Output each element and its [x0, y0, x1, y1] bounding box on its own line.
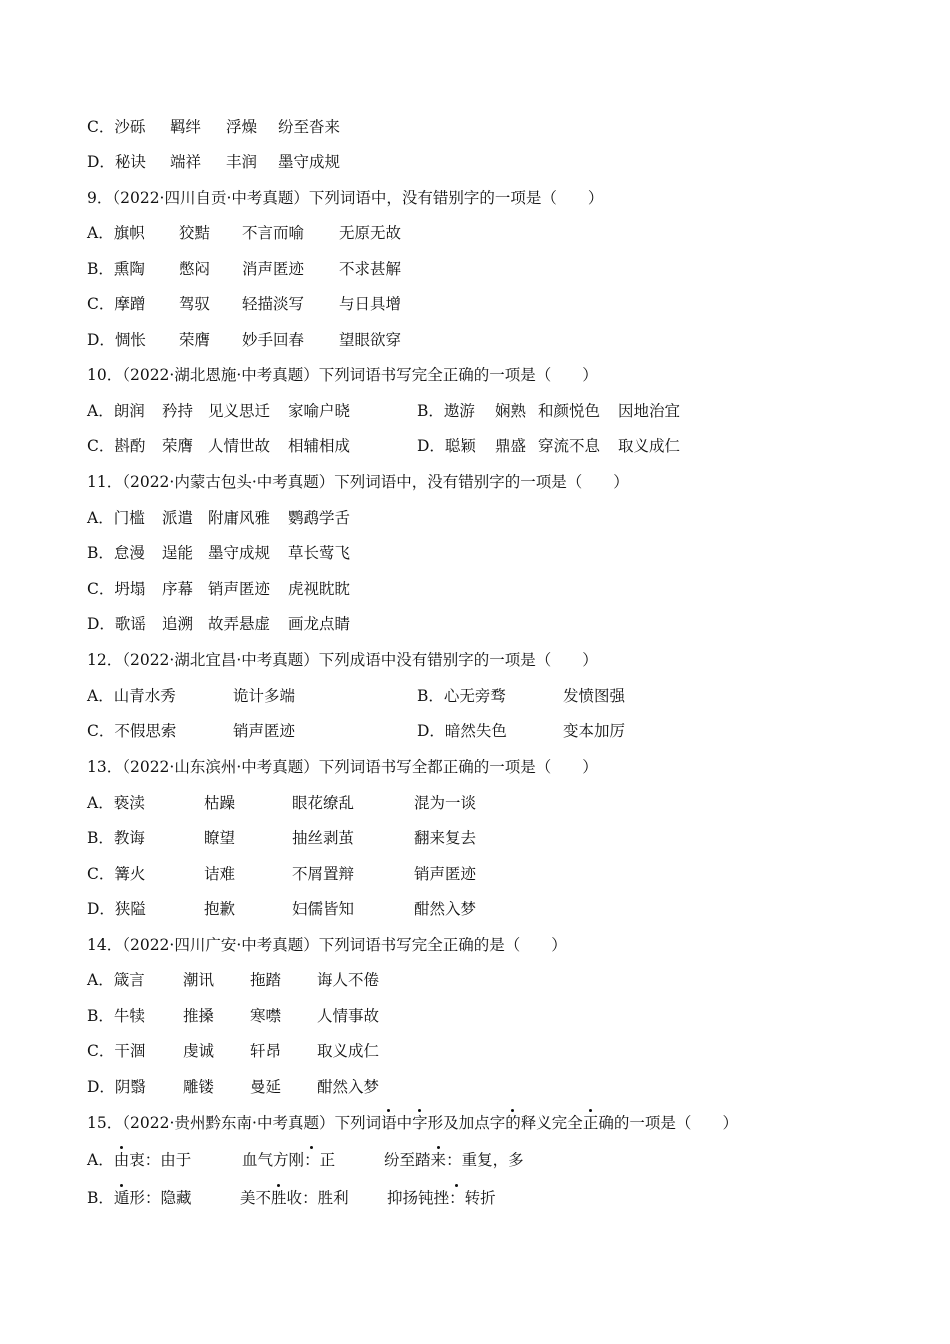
option-term: B．遁形：隐藏 — [87, 1185, 191, 1211]
option-term: D．聪颖 — [417, 437, 476, 455]
question-text: 15．（2022·贵州黔东南·中考真题）下列词语中字形及加点字的释义完全正确的一项是（ ） — [87, 1110, 738, 1136]
option-term: 抱歉 — [204, 900, 236, 918]
option-term: B．遨游 — [417, 402, 475, 420]
option-term: 家喻户晓 — [288, 402, 351, 420]
option-term: 墨守成规 — [208, 544, 271, 562]
question-text: 11．（2022·内蒙古包头·中考真题）下列词语中，没有错别字的一项是（ ） — [87, 473, 629, 491]
option-term: 轩昂 — [250, 1042, 282, 1060]
option-term: 瞭望 — [204, 829, 236, 847]
option-term: A．由衷：由于 — [87, 1147, 191, 1173]
option-term: 和颜悦色 — [538, 402, 601, 420]
option-term: 潮讯 — [183, 971, 215, 989]
option-term: B．牛犊 — [87, 1007, 145, 1025]
question-text: 10．（2022·湖北恩施·中考真题）下列词语书写完全正确的一项是（ ） — [87, 366, 598, 384]
option-term: 墨守成规 — [278, 153, 341, 171]
option-term: 人情事故 — [317, 1007, 380, 1025]
option-term: 轻描淡写 — [242, 295, 305, 313]
option-term: 狡黠 — [179, 224, 211, 242]
option-term: 不言而喻 — [242, 224, 305, 242]
option-term: 眼花缭乱 — [292, 794, 355, 812]
option-term: 曼延 — [250, 1078, 282, 1096]
option-term: B．熏陶 — [87, 260, 145, 278]
option-term: 妇儒皆知 — [292, 900, 355, 918]
option-term: 羁绊 — [170, 118, 202, 136]
option-term: 销声匿迹 — [208, 580, 271, 598]
option-term: D．歌谣 — [87, 615, 146, 633]
option-term: 拖踏 — [250, 971, 282, 989]
option-term: 不屑置辩 — [292, 865, 355, 883]
option-term: 变本加厉 — [563, 722, 626, 740]
option-term: D．秘诀 — [87, 153, 146, 171]
option-term: 抽丝剥茧 — [292, 829, 355, 847]
option-term: D．狭隘 — [87, 900, 146, 918]
option-term: 发愤图强 — [563, 687, 626, 705]
option-term: 酣然入梦 — [414, 900, 477, 918]
option-term: 不求甚解 — [339, 260, 402, 278]
option-term: D．阴翳 — [87, 1078, 146, 1096]
option-term: C．沙砾 — [87, 118, 146, 136]
option-term: B．心无旁骛 — [417, 687, 506, 705]
option-term: 附庸风雅 — [208, 509, 271, 527]
option-term: 枯躁 — [204, 794, 236, 812]
option-term: 草长莺飞 — [288, 544, 351, 562]
option-term: 虔诚 — [183, 1042, 215, 1060]
option-term: 抑扬钝挫：转折 — [387, 1185, 496, 1211]
option-term: B．教诲 — [87, 829, 145, 847]
option-term: 憋闷 — [179, 260, 211, 278]
option-term: 混为一谈 — [414, 794, 477, 812]
option-term: 推搡 — [183, 1007, 215, 1025]
option-term: A．朗润 — [87, 402, 145, 420]
option-term: 人情世故 — [208, 437, 271, 455]
option-term: 诲人不倦 — [317, 971, 380, 989]
question-text: 13．（2022·山东滨州·中考真题）下列词语书写全都正确的一项是（ ） — [87, 758, 598, 776]
option-term: D．惆怅 — [87, 331, 146, 349]
option-term: 因地治宜 — [618, 402, 681, 420]
option-term: A．山青水秀 — [87, 687, 176, 705]
option-term: 销声匿迹 — [233, 722, 296, 740]
option-term: 消声匿迹 — [242, 260, 305, 278]
option-term: 浮燥 — [226, 118, 258, 136]
option-term: 追溯 — [162, 615, 194, 633]
option-term: D．暗然失色 — [417, 722, 507, 740]
option-term: 雕镂 — [183, 1078, 215, 1096]
option-term: C．坍塌 — [87, 580, 146, 598]
option-term: 血气方刚：正 — [242, 1147, 335, 1173]
option-term: 望眼欲穿 — [339, 331, 402, 349]
option-term: 无原无故 — [339, 224, 402, 242]
option-term: 驾驭 — [179, 295, 211, 313]
option-term: 酣然入梦 — [317, 1078, 380, 1096]
option-term: 序幕 — [162, 580, 194, 598]
option-term: 诡计多端 — [233, 687, 296, 705]
option-term: B．怠漫 — [87, 544, 145, 562]
option-term: 相辅相成 — [288, 437, 351, 455]
option-term: 销声匿迹 — [414, 865, 477, 883]
option-term: C．斟酌 — [87, 437, 146, 455]
option-term: 派遣 — [162, 509, 194, 527]
option-term: 诘难 — [204, 865, 236, 883]
option-term: 纷至踏来：重复，多 — [384, 1147, 524, 1173]
option-term: 丰润 — [226, 153, 258, 171]
option-term: 鼎盛 — [495, 437, 527, 455]
option-term: 端祥 — [170, 153, 202, 171]
option-term: 翻来复去 — [414, 829, 477, 847]
question-text: 14．（2022·四川广安·中考真题）下列词语书写完全正确的是（ ） — [87, 936, 567, 954]
option-term: 荣膺 — [162, 437, 194, 455]
option-term: 纷至沓来 — [278, 118, 341, 136]
option-term: 取义成仁 — [618, 437, 681, 455]
option-term: A．旗帜 — [87, 224, 145, 242]
question-text: 12．（2022·湖北宜昌·中考真题）下列成语中没有错别字的一项是（ ） — [87, 651, 598, 669]
option-term: C．摩蹭 — [87, 295, 146, 313]
option-term: C．不假思索 — [87, 722, 177, 740]
option-term: 美不胜收：胜利 — [240, 1185, 349, 1211]
option-term: 鹦鹉学舌 — [288, 509, 351, 527]
option-term: C．篝火 — [87, 865, 146, 883]
option-term: 故弄悬虚 — [208, 615, 271, 633]
option-term: 逞能 — [162, 544, 194, 562]
option-term: A．门槛 — [87, 509, 145, 527]
option-term: 寒噤 — [250, 1007, 282, 1025]
option-term: C．干涸 — [87, 1042, 146, 1060]
question-text: 9．（2022·四川自贡·中考真题）下列词语中，没有错别字的一项是（ ） — [87, 189, 604, 207]
option-term: 虎视眈眈 — [288, 580, 351, 598]
option-term: 荣膺 — [179, 331, 211, 349]
option-term: A．箴言 — [87, 971, 145, 989]
option-term: 妙手回春 — [242, 331, 305, 349]
option-term: A．亵渎 — [87, 794, 145, 812]
option-term: 娴熟 — [495, 402, 527, 420]
option-term: 穿流不息 — [538, 437, 601, 455]
option-term: 取义成仁 — [317, 1042, 380, 1060]
option-term: 与日具增 — [339, 295, 402, 313]
option-term: 见义思迁 — [208, 402, 271, 420]
option-term: 画龙点睛 — [288, 615, 351, 633]
option-term: 矜持 — [162, 402, 194, 420]
